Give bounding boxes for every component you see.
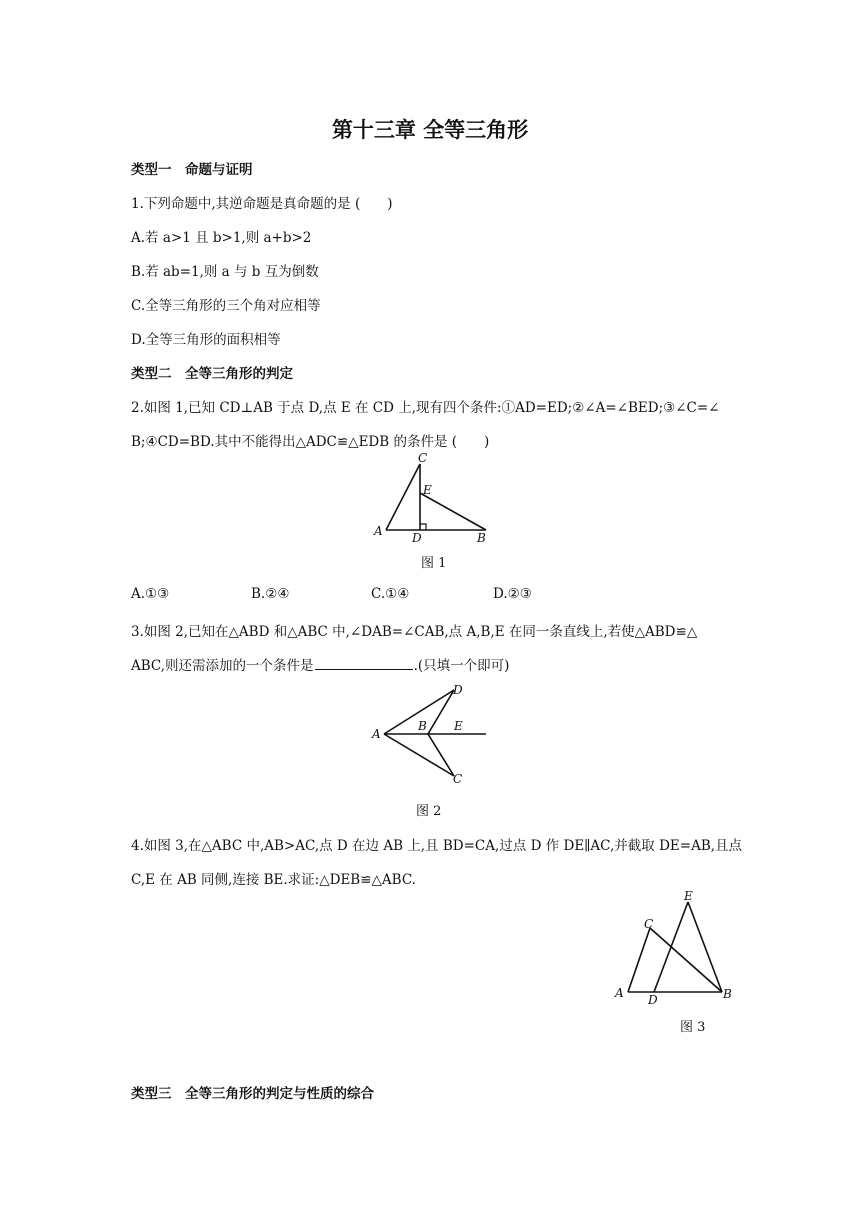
section-heading-1: 类型一 命题与证明 — [131, 162, 253, 178]
fig3-label-c: C — [644, 917, 654, 931]
fig1-label-d: D — [412, 531, 422, 545]
fig2-label-c: C — [453, 772, 463, 786]
fig1-label-c: C — [418, 451, 428, 465]
figure-3-caption: 图 3 — [680, 1020, 706, 1035]
q2-option-c: C.①④ — [371, 586, 410, 602]
fig3-segment-eb — [688, 902, 722, 992]
q4-line-1: 4.如图 3,在△ABC 中,AB>AC,点 D 在边 AB 上,且 BD=CA,过点 D 作 DE∥AC,并截取 DE=AB,且点 — [131, 838, 743, 854]
fig2-label-b: B — [418, 719, 427, 733]
q2-option-a: A.①③ — [131, 586, 170, 602]
q2-line-2: B;④CD=BD.其中不能得出△ADC≌△EDB 的条件是 ( ) — [131, 434, 490, 450]
section-heading-2: 类型二 全等三角形的判定 — [131, 366, 293, 382]
q3-line-2-after: .(只填一个即可) — [413, 658, 510, 674]
fig3-label-b: B — [723, 987, 732, 1001]
section-heading-3: 类型三 全等三角形的判定与性质的综合 — [131, 1086, 374, 1102]
q1-stem: 1.下列命题中,其逆命题是真命题的是 ( ) — [131, 196, 393, 212]
q2-option-b: B.②④ — [251, 586, 290, 602]
q3-line-1: 3.如图 2,已知在△ABD 和△ABC 中,∠DAB=∠CAB,点 A,B,E 在同一条直线上,若使△ABD≌△ — [131, 624, 698, 640]
page-title: 第十三章 全等三角形 — [331, 118, 529, 142]
answer-blank[interactable] — [315, 657, 413, 670]
q1-option-c: C.全等三角形的三个角对应相等 — [131, 298, 321, 314]
fig2-label-d: D — [453, 683, 463, 697]
q2-line-1: 2.如图 1,已知 CD⊥AB 于点 D,点 E 在 CD 上,现有四个条件:①AD=ED;②∠A=∠BED;③∠C=∠ — [131, 400, 720, 416]
q1-option-a: A.若 a>1 且 b>1,则 a+b>2 — [131, 230, 312, 246]
fig1-right-angle-mark — [420, 524, 426, 530]
fig3-segment-cb — [650, 928, 722, 992]
fig2-quadrilateral-adbc — [384, 690, 454, 776]
fig3-segment-de — [654, 902, 688, 992]
fig2-label-e: E — [454, 719, 463, 733]
figure-1 — [360, 450, 500, 546]
fig1-segment-ac — [386, 464, 420, 530]
fig1-segment-eb — [420, 493, 486, 530]
fig2-label-a: A — [372, 727, 381, 741]
q2-option-d: D.②③ — [493, 586, 532, 602]
q3-line-2-before: ABC,则还需添加的一个条件是 — [131, 658, 314, 674]
figure-1-caption: 图 1 — [421, 556, 447, 571]
figure-2 — [364, 680, 498, 788]
fig3-label-a: A — [615, 986, 624, 1000]
fig3-label-d: D — [648, 993, 658, 1007]
fig1-label-b: B — [477, 531, 486, 545]
q1-option-b: B.若 ab=1,则 a 与 b 互为倒数 — [131, 264, 319, 280]
fig1-label-a: A — [374, 524, 383, 538]
q3-line-2 — [131, 654, 509, 674]
q4-line-2: C,E 在 AB 同侧,连接 BE.求证:△DEB≌△ABC. — [131, 872, 416, 888]
q1-option-d: D.全等三角形的面积相等 — [131, 332, 281, 348]
fig1-label-e: E — [423, 483, 432, 497]
fig3-label-e: E — [684, 889, 693, 903]
figure-2-caption: 图 2 — [416, 804, 442, 819]
fig3-segment-ac — [628, 928, 650, 992]
figure-3 — [610, 886, 742, 1008]
